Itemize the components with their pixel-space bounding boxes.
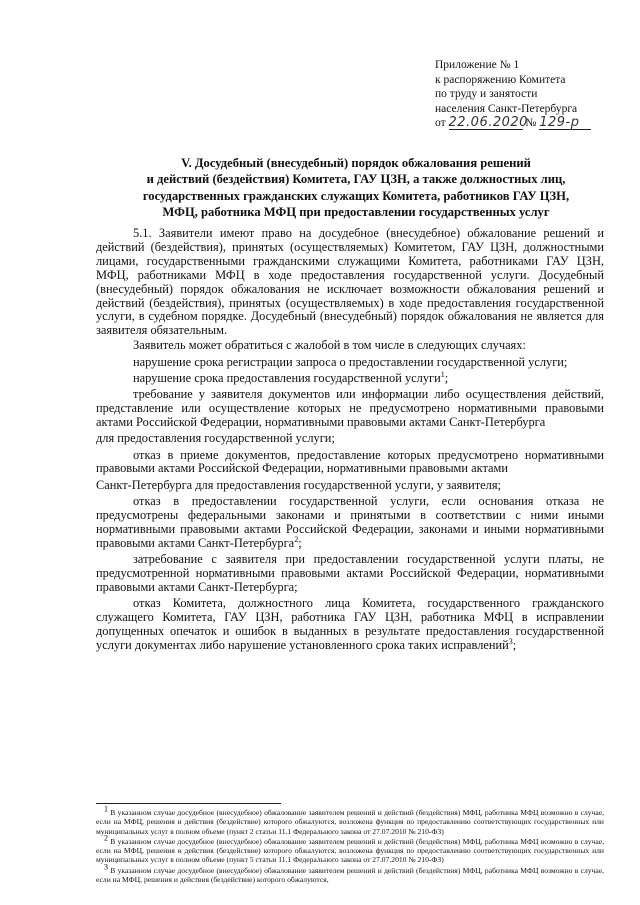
appendix-date-line xyxy=(435,116,615,131)
paragraph-5-1: 5.1. Заявители имеют право на досудебное (внесудебное) обжалование решений и действий (бездействия), принятых (осуществляемых) Комитетом, ГАУ ЦЗН, должностными лицами, государственными гражданскими служащими Комитета, работниками ГАУ ЦЗН, МФЦ, работниками МФЦ в ходе предоставления государственной услуги. Досудебный (внесудебный) порядок обжалования не исключает возможности обжалования решений и действий (бездействия), принятых (осуществляемых) в ходе предоставления государственной услуги, в судебном порядке. Досудебный (внесудебный) порядок обжалования не является для заявителя обязательным. xyxy=(96,226,604,338)
paragraph-complaint-cases: Заявитель может обратиться с жалобой в том числе в следующих случаях: xyxy=(133,338,526,353)
paragraph-correction-refusal xyxy=(96,597,604,653)
footnote-ref-2: 2 xyxy=(294,534,299,544)
footnote-ref-1: 1 xyxy=(440,369,445,379)
footnote-ref-3: 3 xyxy=(508,636,513,646)
appendix-header xyxy=(435,58,615,131)
paragraph-term-violation xyxy=(96,369,604,386)
term-violation-text: нарушение срока предоставления государственной услуги xyxy=(133,370,441,385)
footnote-2 xyxy=(96,833,604,865)
appendix-line-1: Приложение № 1 xyxy=(435,59,520,71)
refusal-service-text: отказ в предоставлении государственной услуги, если основания отказа не предусмотрены федеральными законами и принятыми в соответствии с ними иными нормативными правовыми актами Российской Федерации, законами и иными нормативными правовыми актами Санкт-Петербурга xyxy=(96,494,604,550)
footnote-3-number: 3 xyxy=(104,862,108,872)
footnote-2-number: 2 xyxy=(104,833,108,843)
title-line-1: V. Досудебный (внесудебный) порядок обжалования решений xyxy=(181,156,531,170)
correction-refusal-end: ; xyxy=(512,637,517,652)
footnotes xyxy=(96,804,604,885)
footnote-2-text: В указанном случае досудебное (внесудебное) обжалование заявителем решений и действий (бездействия) МФЦ, работника МФЦ возможно в случае, если на МФЦ, решения и действия (бездействие) которого обжалуются, возложена функция по предоставлению соответствующих государственных или муниципальных услуг в полном объеме (пункт 5 статьи 11.1 Федерального закона от 27.07.2010 № 210-ФЗ) xyxy=(96,836,604,865)
footnote-1-number: 1 xyxy=(104,804,108,814)
paragraph-refusal-accept: отказ в приеме документов, предоставление которых предусмотрено нормативными правовыми актами Российской Федерации, нормативными правовыми актами xyxy=(96,447,604,476)
paragraph-refusal-service xyxy=(96,495,604,551)
refusal-service-end: ; xyxy=(298,535,302,550)
appendix-line-3: по труду и занятости xyxy=(435,88,538,100)
footnote-3 xyxy=(96,862,604,885)
paragraph-fee-demand: затребование с заявителя при предоставлении государственной услуги платы, не предусмотренной нормативными правовыми актами Российской Федерации, нормативными правовыми актами Санкт-Петербурга; xyxy=(96,552,604,594)
footnote-1 xyxy=(96,804,604,836)
paragraph-refusal-accept-end: Санкт-Петербурга для предоставления государственной услуги, у заявителя; xyxy=(96,477,501,492)
paragraph-documents-requirement: требование у заявителя документов или информации либо осуществления действий, представление или осуществление которых не предусмотрено нормативными правовыми актами Российской Федерации, нормативными правовыми актами Санкт-Петербурга xyxy=(96,387,604,429)
term-violation-end: ; xyxy=(444,370,449,385)
title-line-4: МФЦ, работника МФЦ при предоставлении государственных услуг xyxy=(162,205,550,220)
title-line-3: государственных гражданских служащих Комитета, работников ГАУ ЦЗН, xyxy=(142,188,570,203)
correction-refusal-text: отказ Комитета, должностного лица Комитета, государственного гражданского служащего Комитета, ГАУ ЦЗН, работника ГАУ ЦЗН, работника МФЦ в исправлении допущенных опечаток и ошибок в выданных в результате предоставления государственной услуги документах либо нарушение установленного срока таких исправлений xyxy=(96,596,604,652)
handwritten-date: 22.06.2020 xyxy=(448,115,528,130)
number-prefix: № xyxy=(525,117,537,129)
handwritten-number: 129-р xyxy=(539,117,591,130)
footnote-1-text: В указанном случае досудебное (внесудебное) обжалование заявителем решений и действий (бездействия) МФЦ, работника МФЦ возможно в случае, если на МФЦ, решения и действия (бездействие) которого обжалуются, возложена функция по предоставлению соответствующих государственных или муниципальных услуг в полном объеме (пункт 2 статьи 11.1 Федерального закона от 27.07.2010 № 210-ФЗ) xyxy=(96,808,604,836)
footnote-3-text: В указанном случае досудебное (внесудебное) обжалование заявителем решений и действий (бездействия) МФЦ, работника МФЦ возможно в случае, если на МФЦ, решения и действия (бездействие) которого обжалуются, xyxy=(96,865,604,885)
footnote-divider xyxy=(96,803,281,804)
section-title xyxy=(96,155,616,221)
appendix-line-4: населения Санкт-Петербурга xyxy=(435,102,578,115)
appendix-line-2: к распоряжению Комитета xyxy=(435,73,566,86)
paragraph-registration-violation: нарушение срока регистрации запроса о предоставлении государственной услуги; xyxy=(133,354,568,369)
paragraph-documents-requirement-end: для предоставления государственной услуги; xyxy=(96,431,335,446)
document-body xyxy=(96,227,604,655)
title-line-2: и действий (бездействия) Комитета, ГАУ ЦЗН, а также должностных лиц, xyxy=(146,172,566,187)
date-prefix: от xyxy=(435,117,446,129)
